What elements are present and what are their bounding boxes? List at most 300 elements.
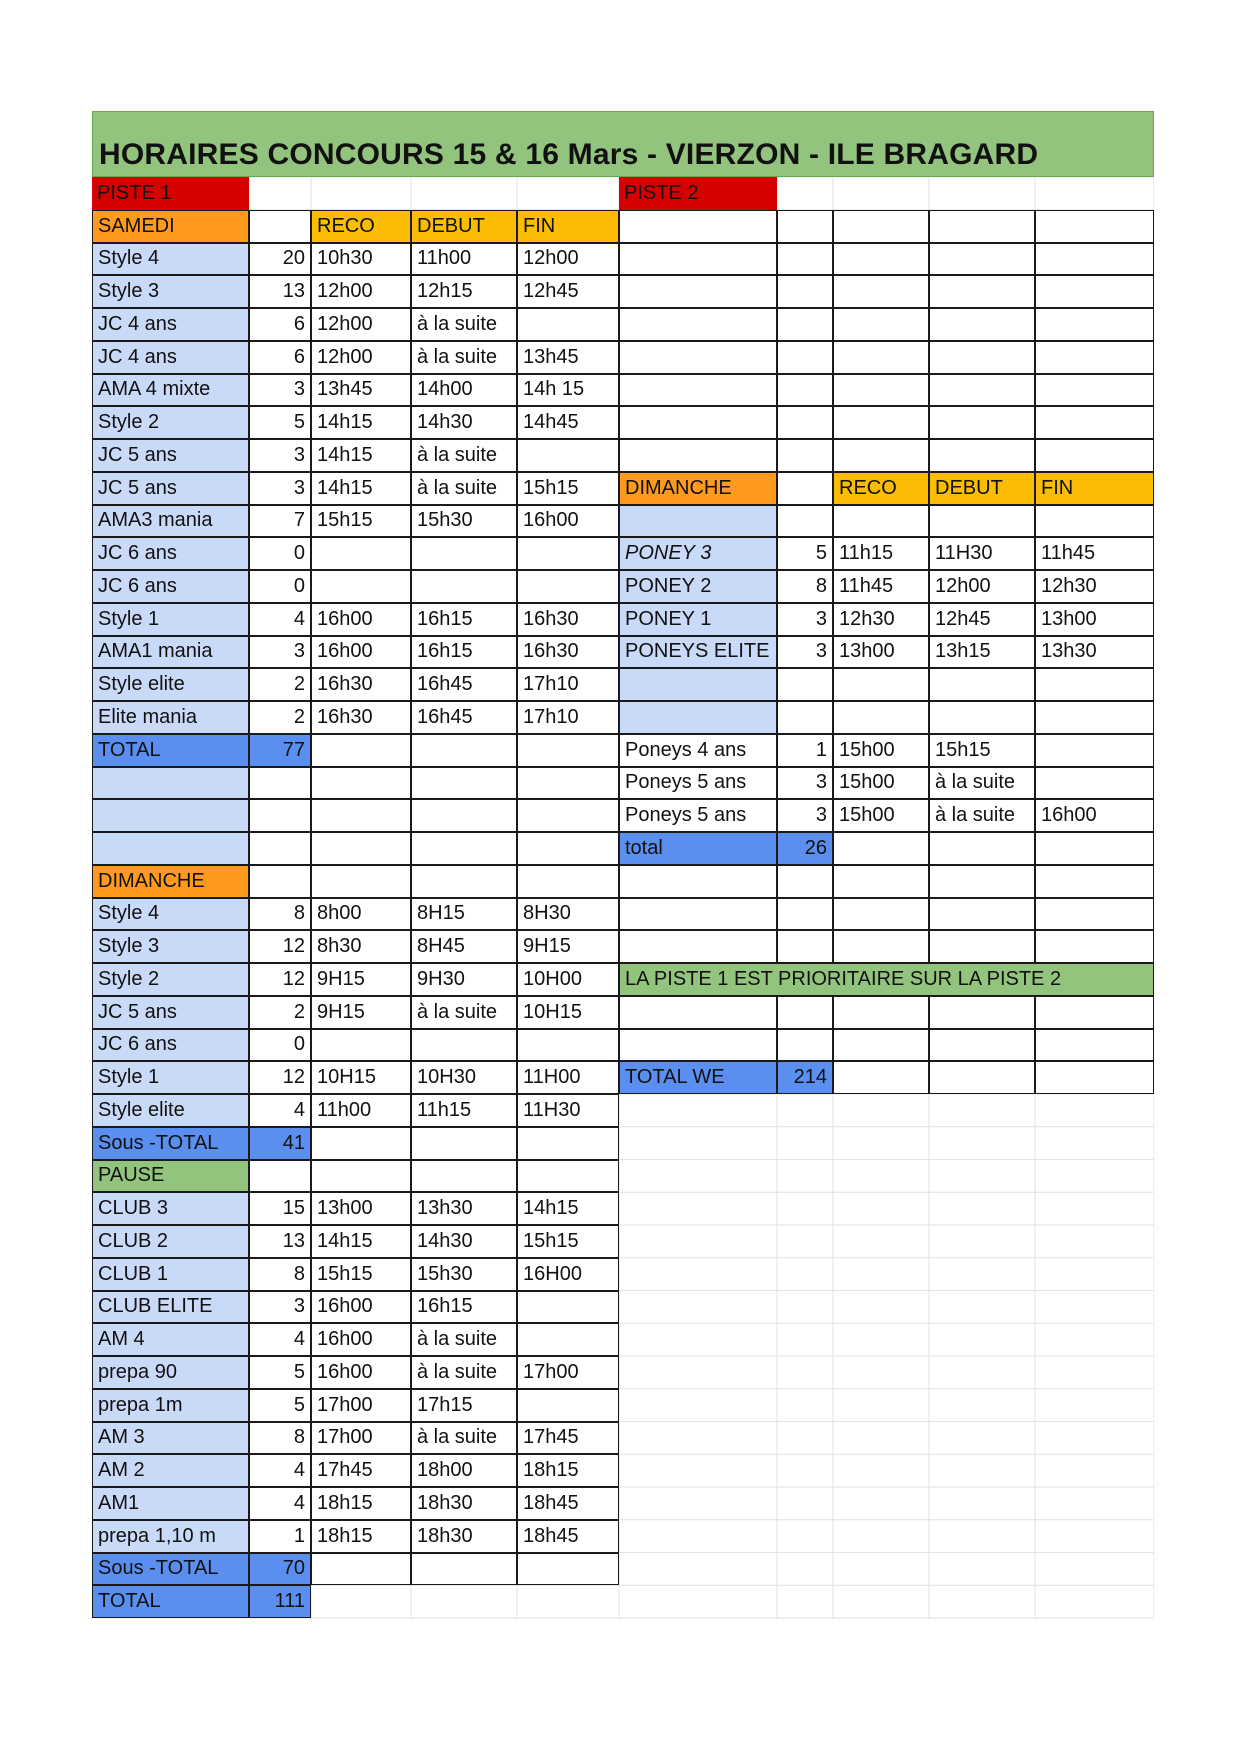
row-label: [92, 767, 249, 800]
empty-cell: [833, 439, 929, 472]
row-reco: 15h15: [311, 505, 411, 538]
row-reco: 9H15: [311, 963, 411, 996]
row-fin: 15h15: [517, 1225, 619, 1258]
row-fin: [1035, 734, 1154, 767]
row-label: [619, 275, 777, 308]
row-fin: 14h15: [517, 1192, 619, 1225]
dimanche-total-label: TOTAL: [92, 1585, 249, 1618]
row-count: 3: [249, 439, 311, 472]
row-fin: [517, 537, 619, 570]
samedi-total-value: 77: [249, 734, 311, 767]
row-reco: 14h15: [311, 406, 411, 439]
row-reco: 8h30: [311, 930, 411, 963]
row-label: Style elite: [92, 1094, 249, 1127]
row-label: JC 4 ans: [92, 308, 249, 341]
row-count: 3: [249, 374, 311, 407]
empty-cell: [1035, 210, 1154, 243]
empty-cell: [833, 374, 929, 407]
row-reco: 14h15: [311, 472, 411, 505]
row-fin: 12h30: [1035, 570, 1154, 603]
empty-cell: [1035, 898, 1154, 931]
row-reco: 10h30: [311, 243, 411, 276]
empty-cell: [1035, 308, 1154, 341]
row-count: 12: [249, 963, 311, 996]
row-debut: 13h15: [929, 636, 1035, 669]
row-reco: 16h00: [311, 636, 411, 669]
row-fin: 13h45: [517, 341, 619, 374]
empty-cell: [777, 701, 833, 734]
empty-cell: [833, 1061, 929, 1094]
row-count: 8: [249, 1422, 311, 1455]
row-count: 5: [777, 537, 833, 570]
row-reco: 11h00: [311, 1094, 411, 1127]
row-label: Style 3: [92, 930, 249, 963]
empty-cell: [517, 799, 619, 832]
total-we-label: TOTAL WE: [619, 1061, 777, 1094]
row-debut: 8H45: [411, 930, 517, 963]
row-fin: [517, 1389, 619, 1422]
row-label: CLUB 1: [92, 1258, 249, 1291]
row-reco: 16h00: [311, 1356, 411, 1389]
row-debut: 14h00: [411, 374, 517, 407]
row-label: PONEY 2: [619, 570, 777, 603]
piste2-dimanche-header: DIMANCHE: [619, 472, 777, 505]
empty-cell: [833, 341, 929, 374]
row-fin: 18h45: [517, 1487, 619, 1520]
row-label: AM 4: [92, 1323, 249, 1356]
row-debut: à la suite: [411, 1422, 517, 1455]
subtotal2-label: Sous -TOTAL: [92, 1553, 249, 1586]
row-count: 4: [249, 1487, 311, 1520]
row-reco: 15h00: [833, 734, 929, 767]
row-debut: à la suite: [411, 1323, 517, 1356]
row-label: JC 5 ans: [92, 439, 249, 472]
row-debut: 9H30: [411, 963, 517, 996]
empty-cell: [833, 406, 929, 439]
empty-cell: [777, 341, 833, 374]
row-label: CLUB ELITE: [92, 1291, 249, 1324]
row-fin: [517, 1323, 619, 1356]
row-debut: à la suite: [929, 767, 1035, 800]
row-count: 0: [249, 1029, 311, 1062]
row-reco: 14h15: [311, 1225, 411, 1258]
row-label: Poneys 4 ans: [619, 734, 777, 767]
row-label: Poneys 5 ans: [619, 767, 777, 800]
row-label: JC 6 ans: [92, 537, 249, 570]
empty-cell: [777, 243, 833, 276]
empty-cell: [311, 1160, 411, 1193]
empty-cell: [777, 996, 833, 1029]
empty-cell: [777, 930, 833, 963]
row-fin: 13h00: [1035, 603, 1154, 636]
row-reco: 13h00: [311, 1192, 411, 1225]
row-reco: 18h15: [311, 1487, 411, 1520]
empty-cell: [411, 1127, 517, 1160]
row-reco: 13h00: [833, 636, 929, 669]
empty-cell: [929, 374, 1035, 407]
row-fin: 14h 15: [517, 374, 619, 407]
empty-cell: [777, 439, 833, 472]
row-debut: 15h30: [411, 1258, 517, 1291]
empty-cell: [929, 243, 1035, 276]
row-debut: 11h00: [411, 243, 517, 276]
row-label: [619, 505, 777, 538]
empty-cell: [777, 406, 833, 439]
row-reco: 12h00: [311, 308, 411, 341]
row-label: AMA 4 mixte: [92, 374, 249, 407]
empty-cell: [1035, 996, 1154, 1029]
row-fin: 11H30: [517, 1094, 619, 1127]
row-count: 3: [249, 472, 311, 505]
empty-cell: [411, 799, 517, 832]
empty-cell: [777, 865, 833, 898]
row-debut: 15h15: [929, 734, 1035, 767]
subtotal-label: Sous -TOTAL: [92, 1127, 249, 1160]
row-debut: [411, 537, 517, 570]
row-fin: [517, 1029, 619, 1062]
empty-cell: [311, 1553, 411, 1586]
row-count: 4: [249, 1323, 311, 1356]
row-reco: 13h45: [311, 374, 411, 407]
row-debut: 12h45: [929, 603, 1035, 636]
row-count: 4: [249, 1094, 311, 1127]
row-label: PONEY 3: [619, 537, 777, 570]
row-fin: 11H00: [517, 1061, 619, 1094]
row-debut: 10H30: [411, 1061, 517, 1094]
row-label: Elite mania: [92, 701, 249, 734]
empty-cell: [517, 832, 619, 865]
title-bar: [92, 111, 1154, 177]
row-reco: 16h30: [311, 701, 411, 734]
empty-cell: [411, 734, 517, 767]
fin-header: FIN: [517, 210, 619, 243]
empty-cell: [929, 1029, 1035, 1062]
row-label: JC 5 ans: [92, 996, 249, 1029]
empty-cell: [517, 767, 619, 800]
row-debut: 16h45: [411, 701, 517, 734]
piste1-header: PISTE 1: [92, 177, 249, 210]
empty-cell: [929, 832, 1035, 865]
row-reco: [311, 537, 411, 570]
row-reco: 17h00: [311, 1389, 411, 1422]
empty-cell: [1035, 1061, 1154, 1094]
row-count: 8: [249, 1258, 311, 1291]
row-fin: 16h30: [517, 636, 619, 669]
empty-cell: [1035, 374, 1154, 407]
row-fin: 16h00: [517, 505, 619, 538]
empty-cell: [1035, 341, 1154, 374]
empty-cell: [1035, 439, 1154, 472]
empty-cell: [777, 308, 833, 341]
row-count: 7: [249, 505, 311, 538]
row-label: Style 3: [92, 275, 249, 308]
row-count: 3: [777, 767, 833, 800]
empty-cell: [929, 341, 1035, 374]
row-label: [619, 210, 777, 243]
p2-reco-header: RECO: [833, 472, 929, 505]
empty-cell: [1035, 243, 1154, 276]
row-fin: 9H15: [517, 930, 619, 963]
empty-cell: [833, 308, 929, 341]
empty-cell: [1035, 701, 1154, 734]
row-label: JC 4 ans: [92, 341, 249, 374]
row-reco: 10H15: [311, 1061, 411, 1094]
row-label: AMA1 mania: [92, 636, 249, 669]
total-we-value: 214: [777, 1061, 833, 1094]
empty-cell: [311, 767, 411, 800]
piste2-total-value: 26: [777, 832, 833, 865]
empty-cell: [249, 865, 311, 898]
row-label: Poneys 5 ans: [619, 799, 777, 832]
row-count: 8: [777, 570, 833, 603]
row-fin: [517, 308, 619, 341]
subtotal2-value: 70: [249, 1553, 311, 1586]
empty-cell: [777, 374, 833, 407]
pause-label: PAUSE: [92, 1160, 249, 1193]
row-reco: 16h00: [311, 603, 411, 636]
row-count: 6: [249, 308, 311, 341]
row-reco: 15h00: [833, 799, 929, 832]
row-count: 3: [777, 636, 833, 669]
row-label: PONEYS ELITE: [619, 636, 777, 669]
row-label: [619, 406, 777, 439]
row-debut: 18h00: [411, 1454, 517, 1487]
empty-cell: [249, 210, 311, 243]
empty-cell: [929, 406, 1035, 439]
row-fin: 10H15: [517, 996, 619, 1029]
row-fin: 12h45: [517, 275, 619, 308]
row-debut: à la suite: [411, 341, 517, 374]
page-title: HORAIRES CONCOURS 15 & 16 Mars - VIERZON - ILE BRAGARD: [99, 138, 1039, 171]
row-fin: 16h30: [517, 603, 619, 636]
row-fin: [517, 439, 619, 472]
empty-cell: [411, 1553, 517, 1586]
empty-cell: [833, 701, 929, 734]
row-debut: 16h15: [411, 1291, 517, 1324]
dimanche-header: DIMANCHE: [92, 865, 249, 898]
row-count: 1: [777, 734, 833, 767]
empty-cell: [833, 505, 929, 538]
row-debut: à la suite: [411, 472, 517, 505]
row-label: [619, 996, 777, 1029]
row-count: 3: [249, 636, 311, 669]
empty-cell: [929, 701, 1035, 734]
row-debut: à la suite: [929, 799, 1035, 832]
row-debut: 18h30: [411, 1487, 517, 1520]
empty-cell: [1035, 505, 1154, 538]
row-count: 3: [777, 603, 833, 636]
empty-cell: [1035, 832, 1154, 865]
empty-cell: [833, 865, 929, 898]
empty-cell: [929, 865, 1035, 898]
empty-cell: [833, 210, 929, 243]
row-count: 0: [249, 570, 311, 603]
row-reco: 8h00: [311, 898, 411, 931]
row-label: Style 2: [92, 406, 249, 439]
row-reco: 15h15: [311, 1258, 411, 1291]
row-label: Style 4: [92, 243, 249, 276]
row-debut: [411, 570, 517, 603]
row-label: [619, 439, 777, 472]
row-reco: [311, 1029, 411, 1062]
row-count: 15: [249, 1192, 311, 1225]
row-label: Style elite: [92, 668, 249, 701]
row-count: 4: [249, 603, 311, 636]
empty-cell: [1035, 668, 1154, 701]
row-count: 3: [777, 799, 833, 832]
empty-cell: [929, 439, 1035, 472]
reco-header: RECO: [311, 210, 411, 243]
row-debut: 15h30: [411, 505, 517, 538]
row-reco: 17h45: [311, 1454, 411, 1487]
subtotal-value: 41: [249, 1127, 311, 1160]
row-count: 5: [249, 406, 311, 439]
empty-cell: [833, 996, 929, 1029]
row-fin: 16H00: [517, 1258, 619, 1291]
row-reco: 11h15: [833, 537, 929, 570]
row-count: 1: [249, 1520, 311, 1553]
row-label: [619, 930, 777, 963]
row-reco: [311, 570, 411, 603]
row-reco: 12h00: [311, 341, 411, 374]
row-fin: 16h00: [1035, 799, 1154, 832]
row-reco: 16h30: [311, 668, 411, 701]
empty-cell: [929, 275, 1035, 308]
piste2-total-label: total: [619, 832, 777, 865]
empty-cell: [833, 1029, 929, 1062]
row-reco: 16h00: [311, 1323, 411, 1356]
row-debut: [411, 1029, 517, 1062]
row-label: JC 5 ans: [92, 472, 249, 505]
row-debut: 16h15: [411, 636, 517, 669]
empty-cell: [833, 668, 929, 701]
empty-cell: [777, 505, 833, 538]
row-label: Style 4: [92, 898, 249, 931]
row-fin: 18h15: [517, 1454, 619, 1487]
row-count: 2: [249, 996, 311, 1029]
row-label: Style 2: [92, 963, 249, 996]
row-label: [92, 799, 249, 832]
row-reco: 12h00: [311, 275, 411, 308]
row-debut: 11H30: [929, 537, 1035, 570]
empty-cell: [311, 865, 411, 898]
empty-cell: [929, 898, 1035, 931]
row-label: AM 3: [92, 1422, 249, 1455]
row-label: [619, 308, 777, 341]
empty-cell: [929, 930, 1035, 963]
empty-cell: [833, 243, 929, 276]
row-label: JC 6 ans: [92, 570, 249, 603]
row-fin: 10H00: [517, 963, 619, 996]
row-debut: 14h30: [411, 1225, 517, 1258]
empty-cell: [517, 1127, 619, 1160]
empty-cell: [929, 996, 1035, 1029]
row-debut: à la suite: [411, 439, 517, 472]
empty-cell: [777, 898, 833, 931]
empty-cell: [411, 1160, 517, 1193]
row-fin: 18h45: [517, 1520, 619, 1553]
empty-cell: [1035, 865, 1154, 898]
row-label: [619, 243, 777, 276]
row-count: 3: [249, 1291, 311, 1324]
row-label: prepa 1,10 m: [92, 1520, 249, 1553]
dimanche-total-value: 111: [249, 1585, 311, 1618]
empty-cell: [311, 832, 411, 865]
row-label: Style 1: [92, 1061, 249, 1094]
row-label: JC 6 ans: [92, 1029, 249, 1062]
row-fin: 17h10: [517, 668, 619, 701]
row-count: 6: [249, 341, 311, 374]
empty-cell: [249, 832, 311, 865]
row-fin: 17h00: [517, 1356, 619, 1389]
row-reco: 9H15: [311, 996, 411, 1029]
row-fin: [517, 1291, 619, 1324]
empty-cell: [777, 275, 833, 308]
row-debut: 12h15: [411, 275, 517, 308]
row-reco: 15h00: [833, 767, 929, 800]
empty-cell: [929, 668, 1035, 701]
row-label: prepa 90: [92, 1356, 249, 1389]
empty-cell: [929, 308, 1035, 341]
row-debut: 11h15: [411, 1094, 517, 1127]
empty-cell: [777, 210, 833, 243]
samedi-total-label: TOTAL: [92, 734, 249, 767]
empty-cell: [411, 832, 517, 865]
row-count: 0: [249, 537, 311, 570]
empty-cell: [411, 767, 517, 800]
row-count: 20: [249, 243, 311, 276]
row-count: 5: [249, 1356, 311, 1389]
schedule-sheet: [92, 111, 1154, 1641]
row-fin: 17h45: [517, 1422, 619, 1455]
row-label: [92, 832, 249, 865]
empty-cell: [833, 930, 929, 963]
row-label: CLUB 3: [92, 1192, 249, 1225]
empty-cell: [777, 1029, 833, 1062]
empty-cell: [249, 767, 311, 800]
row-label: Style 1: [92, 603, 249, 636]
row-label: [619, 865, 777, 898]
priority-note: LA PISTE 1 EST PRIORITAIRE SUR LA PISTE 2: [619, 963, 1154, 996]
row-debut: 12h00: [929, 570, 1035, 603]
empty-cell: [517, 865, 619, 898]
row-fin: 8H30: [517, 898, 619, 931]
piste2-header: PISTE 2: [619, 177, 777, 210]
empty-cell: [517, 734, 619, 767]
row-debut: 13h30: [411, 1192, 517, 1225]
empty-cell: [777, 472, 833, 505]
p2-fin-header: FIN: [1035, 472, 1154, 505]
row-label: [619, 1029, 777, 1062]
row-debut: 8H15: [411, 898, 517, 931]
empty-cell: [929, 1061, 1035, 1094]
row-count: 2: [249, 701, 311, 734]
row-fin: 12h00: [517, 243, 619, 276]
row-reco: 12h30: [833, 603, 929, 636]
row-debut: à la suite: [411, 1356, 517, 1389]
empty-cell: [929, 210, 1035, 243]
row-reco: 18h15: [311, 1520, 411, 1553]
empty-cell: [929, 505, 1035, 538]
row-fin: 11h45: [1035, 537, 1154, 570]
empty-cell: [1035, 930, 1154, 963]
row-count: 13: [249, 1225, 311, 1258]
empty-cell: [311, 1127, 411, 1160]
row-label: AMA3 mania: [92, 505, 249, 538]
row-label: [619, 341, 777, 374]
empty-cell: [411, 865, 517, 898]
empty-cell: [833, 898, 929, 931]
